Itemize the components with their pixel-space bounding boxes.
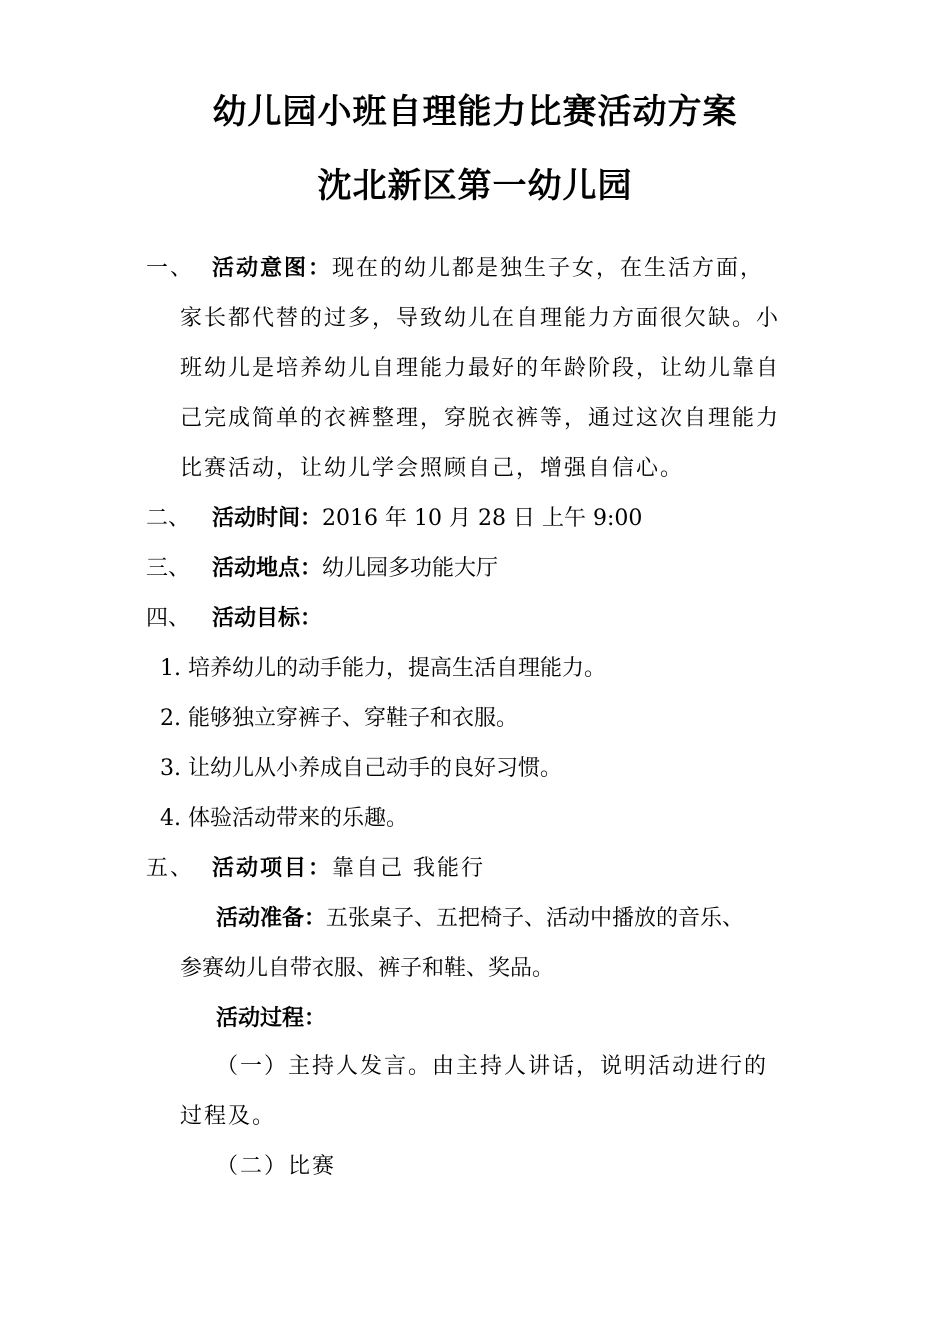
section-1-heading [146, 254, 764, 284]
goal-item-2: 2. 能够独立穿裤子、穿鞋子和衣服。 [160, 706, 518, 731]
goal-item-4: 4. 体验活动带来的乐趣。 [160, 806, 408, 831]
preparation-line-1 [216, 904, 744, 934]
goal-item-1: 1. 培养幼儿的动手能力，提高生活自理能力。 [160, 656, 606, 681]
section-3-number: 三、 [146, 556, 191, 581]
document-subtitle: 沈北新区第一幼儿园 [317, 166, 633, 206]
section-1-number: 一、 [146, 256, 195, 281]
section-5-number: 五、 [146, 856, 195, 881]
section-1-label: 活动意图： [212, 256, 333, 281]
section-3-text: 幼儿园多功能大厅 [322, 556, 499, 581]
section-1-line-3: 班幼儿是培养幼儿自理能力最好的年龄阶段，让幼儿靠自 [180, 356, 781, 381]
section-2-text: 2016 年 10 月 28 日 上午 9:00 [322, 506, 643, 531]
process-label: 活动过程： [216, 1006, 327, 1031]
section-3-heading [146, 554, 498, 584]
section-5-text: 靠自己 我能行 [332, 856, 486, 881]
preparation-text: 五张桌子、五把椅子、活动中播放的音乐、 [326, 906, 745, 931]
preparation-line-2: 参赛幼儿自带衣服、裤子和鞋、奖品。 [180, 956, 555, 981]
section-5-label: 活动项目： [212, 856, 333, 881]
process-step-1-line-1: （一）主持人发言。由主持人讲话，说明活动进行的 [216, 1054, 769, 1079]
section-4-label: 活动目标： [212, 606, 323, 631]
section-4-number: 四、 [146, 606, 191, 631]
section-3-label: 活动地点： [212, 556, 323, 581]
goal-item-3: 3. 让幼儿从小养成自己动手的良好习惯。 [160, 756, 562, 781]
section-1-line-2: 家长都代替的过多，导致幼儿在自理能力方面很欠缺。小 [180, 306, 781, 331]
preparation-label: 活动准备： [216, 906, 327, 931]
process-step-1-line-2: 过程及。 [180, 1104, 277, 1129]
section-4-heading [146, 604, 322, 634]
section-5-heading [146, 854, 485, 884]
document-title: 幼儿园小班自理能力比赛活动方案 [212, 92, 738, 132]
section-2-label: 活动时间： [212, 506, 323, 531]
section-2-number: 二、 [146, 506, 191, 531]
section-1-text: 现在的幼儿都是独生子女，在生活方面， [332, 256, 765, 281]
process-step-2: （二）比赛 [216, 1154, 337, 1179]
section-2-heading [146, 504, 642, 534]
section-1-line-5: 比赛活动，让幼儿学会照顾自己，增强自信心。 [180, 456, 685, 481]
section-1-line-4: 己完成简单的衣裤整理，穿脱衣裤等，通过这次自理能力 [180, 406, 781, 431]
